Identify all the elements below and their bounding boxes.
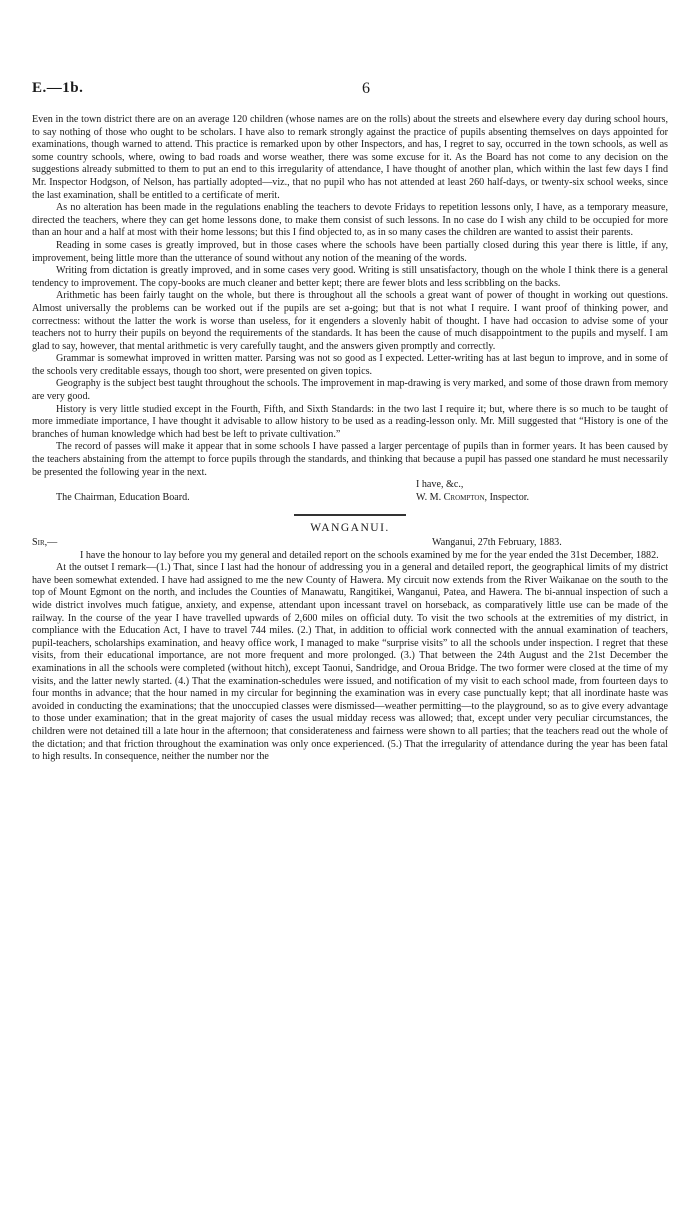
salutation: Sir,— — [32, 537, 58, 548]
paragraph: Even in the town district there are on an average 120 children (whose names are on the rolls) about the streets and elsewhere every day during school hours, to say nothing of those who ought to be scholars. I have also to remark strongly against the practice of pupils absenting themselves on days appointed for examinations, though warned to attend. This practice is remarked upon by other Inspectors, and has, I regret to say, occurred in the town schools, as well as some country schools, where, owing to bad roads and worse weather, there was some excuse for it. As the Board has not come to any decision on the suggestions already submitted to them to put an end to this irregularity of attendance, I have thought of another plan, which within the last few days I find Mr. Inspector Hodgson, of Nelson, has partially adopted—viz., that no pupil who has not attended at least 260 half-days, or twenty-six school weeks, since the last examination, shall be entitled to a certificate of merit. — [32, 114, 668, 201]
paragraph: I have the honour to lay before you my general and detailed report on the schools examined by me for the year ended the 31st December, 1882. — [80, 549, 659, 561]
addressee: The Chairman, Education Board. — [56, 491, 190, 503]
paragraph: Writing from dictation is greatly improved, and in some cases very good. Writing is still unsatisfactory, though on the whole I think there is a general tendency to improvement. The copy-books are much cleaner and better kept; there are fewer blots and less scribbling on the backs. — [32, 265, 668, 289]
signature — [416, 492, 529, 505]
report-reference: E.—1b. — [32, 80, 84, 96]
paragraph: Reading in some cases is greatly improved, but in those cases where the schools have been partially closed during this year there is little, if any, improvement, being little more than the utterance of sound without any notion of the meaning of the words. — [32, 239, 668, 264]
paragraph: Arithmetic has been fairly taught on the whole, but there is throughout all the schools a great want of power of thought in working out questions. Almost universally the problems can be worked out if the pupils are set a-going; but that is not what I require. I want proof of thinking power, and correctness: without the latter the work is worse than useless, for it engenders a slovenly habit of thought. I have had occasion to advise some of your teachers not to hurry their pupils on beyond the requirements of the standards. It has been the cause of much disappointment to the pupils and myself. I am glad to say, however, that mental arithmetic is very carefully taught, and the answers given promptly and correctly. — [32, 290, 668, 352]
closing-line — [32, 479, 668, 492]
signature-title: , Inspector. — [484, 491, 530, 503]
section-title: WANGANUI. — [310, 522, 390, 535]
signature-name: W. M. Crompton — [416, 491, 485, 503]
paragraph: As no alteration has been made in the regulations enabling the teachers to devote Fridays to repetition lessons only, I have, as a temporary measure, directed the teachers, where they can get home lessons done, to make them consist of such lessons. In no case do I wish any child to be occupied for more than an hour and a half at most with their home lessons; but this I find objected to, as in so many cases the children are wanted to assist their parents. — [32, 202, 668, 239]
paragraph: History is very little studied except in the Fourth, Fifth, and Sixth Standards: in the two last I require it; but, where there is so much to be taught of more immediate importance, I have thought it advisable to allow history to be used as a reading-lesson only. Mr. Mill suggested that “History is one of the branches of human knowledge which had best be left to private cultivation.” — [32, 403, 668, 440]
closing-formula: I have, &c., — [416, 479, 464, 491]
paragraph: Geography is the subject best taught throughout the schools. The improvement in map-drawing is very marked, and some of those drawn from memory are very good. — [32, 378, 668, 403]
document-body — [32, 114, 668, 764]
dateline-row — [32, 537, 668, 550]
dateline: Wanganui, 27th February, 1883. — [432, 537, 562, 548]
page-header — [32, 80, 660, 104]
section-divider — [294, 514, 406, 516]
page-number: 6 — [362, 80, 370, 97]
signature-line — [32, 492, 668, 505]
paragraph: The record of passes will make it appear that in some schools I have passed a larger percentage of pupils than in former years. It has been caused by the teachers abstaining from the attempt to force pupils through the standards, and thinking that because a pupil has passed one standard he must necessarily be presented the following year in the next. — [32, 441, 668, 478]
paragraph: At the outset I remark—(1.) That, since I last had the honour of addressing you in a general and detailed report, the geographical limits of my district have been somewhat extended. I have had assigned to me the new County of Hawera. My circuit now extends from the River Waikanae on the south to the top of Mount Egmont on the north, and includes the Counties of Manawatu, Rangitikei, Wanganui, Patea, and Hawera. The bi-annual inspection of such a wide district involves much fatigue, anxiety, and expense, attendant upon incessant travel on horseback, as comparatively little use can be made of the railway. In the course of the year I have travelled upwards of 2,600 miles on official duty. To visit the two schools at the extremities of my district, in compliance with the Education Act, I have to travel 744 miles. (2.) That, in addition to official work connected with the annual examination of teachers, pupil-teachers, scholarships examination, and heavy office work, I managed to make “surprise visits” to all the schools under inspection. I regret that these visits, from their educational importance, are not more frequent and more prolonged. (3.) That between the 24th August and the 21st December the examinations in all the schools were completed (without hitch), except Taonui, Sandridge, and Oroua Bridge. The two former were closed at the time of my visits, and the latter newly started. (4.) That the examination-schedules were issued, and notification of my visit to each school made, from fourteen days to four months in advance; that the hour named in my circular for beginning the examination was in every case punctually kept; that all inordinate haste was avoided in conducting the examinations; that the unoccupied classes were dismissed—weather permitting—to the playground, so as to give every advantage to those under examination; that in the great majority of cases the usual midday recess was allowed; that, except under very peculiar circumstances, the children were not detained till a late hour in the afternoon; that considerateness and fairness were shown to all parties; that the teachers read out the whole of the dictation; and that friction throughout the examination was only once experienced. (5.) That the irregularity of attendance during the year has been fatal to high results. In consequence, neither the number nor the — [32, 562, 668, 763]
paragraph: Grammar is somewhat improved in written matter. Parsing was not so good as I expected. Letter-writing has at last begun to improve, and in some of the schools very creditable essays, though too short, were presented on given topics. — [32, 353, 668, 377]
